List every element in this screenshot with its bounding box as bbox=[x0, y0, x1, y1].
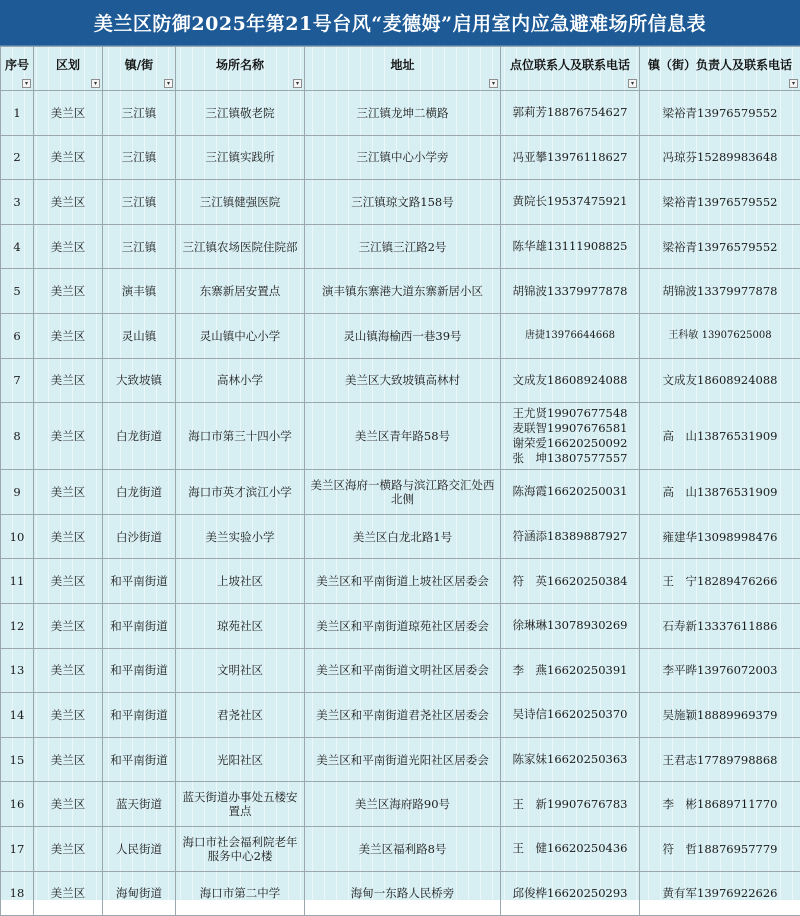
cell-town[interactable]: 白龙街道 bbox=[103, 403, 176, 470]
cell-leader[interactable]: 梁裕青13976579552 bbox=[640, 91, 800, 136]
table-row bbox=[1, 403, 800, 470]
cell-site[interactable]: 光阳社区 bbox=[176, 737, 305, 782]
cell-contact[interactable] bbox=[501, 603, 640, 648]
cell-district[interactable]: 美兰区 bbox=[34, 91, 103, 136]
cell-site[interactable]: 君尧社区 bbox=[176, 693, 305, 738]
cell-contact[interactable] bbox=[501, 313, 640, 358]
cell-leader[interactable]: 王 宁18289476266 bbox=[640, 559, 800, 604]
cell-site[interactable]: 上坡社区 bbox=[176, 559, 305, 604]
contact-line: 陈家妹16620250363 bbox=[503, 752, 637, 767]
header-no bbox=[1, 47, 34, 91]
cell-district[interactable]: 美兰区 bbox=[34, 224, 103, 269]
header-leader bbox=[640, 47, 800, 91]
cell-town[interactable]: 三江镇 bbox=[103, 91, 176, 136]
cell-site[interactable]: 蓝天街道办事处五楼安置点 bbox=[176, 782, 305, 827]
cell-district[interactable]: 美兰区 bbox=[34, 648, 103, 693]
cell-district[interactable]: 美兰区 bbox=[34, 470, 103, 515]
table-row bbox=[1, 358, 800, 403]
cell-address[interactable]: 美兰区和平南街道上坡社区居委会 bbox=[305, 559, 501, 604]
table-row bbox=[1, 826, 800, 871]
cell-site[interactable]: 三江镇农场医院住院部 bbox=[176, 224, 305, 269]
table-row bbox=[1, 693, 800, 738]
cell-contact[interactable] bbox=[501, 648, 640, 693]
cell-town[interactable]: 三江镇 bbox=[103, 180, 176, 225]
cell-contact[interactable] bbox=[501, 871, 640, 916]
filter-dropdown-icon[interactable]: ▾ bbox=[164, 79, 173, 88]
cell-no[interactable]: 8 bbox=[1, 403, 34, 470]
cell-district[interactable]: 美兰区 bbox=[34, 180, 103, 225]
contact-line: 李 燕16620250391 bbox=[503, 663, 637, 678]
cell-leader[interactable]: 吴施颖18889969379 bbox=[640, 693, 800, 738]
cell-no[interactable]: 3 bbox=[1, 180, 34, 225]
cell-district[interactable]: 美兰区 bbox=[34, 358, 103, 403]
cell-address[interactable]: 美兰区白龙北路1号 bbox=[305, 514, 501, 559]
header-label: 点位联系人及联系电话 bbox=[510, 58, 630, 72]
table-row bbox=[1, 135, 800, 180]
header-district bbox=[34, 47, 103, 91]
cell-district[interactable]: 美兰区 bbox=[34, 782, 103, 827]
header-address bbox=[305, 47, 501, 91]
filter-dropdown-icon[interactable]: ▾ bbox=[293, 79, 302, 88]
cell-address[interactable]: 海甸一东路人民桥旁 bbox=[305, 871, 501, 916]
cell-leader[interactable]: 文成友18608924088 bbox=[640, 358, 800, 403]
cell-town[interactable]: 和平南街道 bbox=[103, 648, 176, 693]
cell-town[interactable]: 人民街道 bbox=[103, 826, 176, 871]
cell-no[interactable]: 16 bbox=[1, 782, 34, 827]
table-row bbox=[1, 648, 800, 693]
cell-no[interactable]: 18 bbox=[1, 871, 34, 916]
contact-line: 文成友18608924088 bbox=[503, 373, 637, 388]
cell-address[interactable]: 美兰区和平南街道君尧社区居委会 bbox=[305, 693, 501, 738]
cell-contact[interactable] bbox=[501, 782, 640, 827]
header-label: 序号 bbox=[5, 58, 29, 72]
cell-address[interactable]: 演丰镇东寨港大道东寨新居小区 bbox=[305, 269, 501, 314]
cell-contact[interactable] bbox=[501, 559, 640, 604]
cell-no[interactable]: 15 bbox=[1, 737, 34, 782]
cell-district[interactable]: 美兰区 bbox=[34, 737, 103, 782]
table-row bbox=[1, 91, 800, 136]
cell-town[interactable]: 演丰镇 bbox=[103, 269, 176, 314]
table-row bbox=[1, 180, 800, 225]
cell-town[interactable]: 白龙街道 bbox=[103, 470, 176, 515]
cell-leader[interactable]: 冯琼芬15289983648 bbox=[640, 135, 800, 180]
cell-no[interactable]: 7 bbox=[1, 358, 34, 403]
table-row bbox=[1, 603, 800, 648]
filter-dropdown-icon[interactable]: ▾ bbox=[22, 79, 31, 88]
cell-no[interactable]: 12 bbox=[1, 603, 34, 648]
contact-line: 黄院长19537475921 bbox=[503, 194, 637, 209]
filter-dropdown-icon[interactable]: ▾ bbox=[91, 79, 100, 88]
cell-site[interactable]: 三江镇健强医院 bbox=[176, 180, 305, 225]
contact-line: 吴诗信16620250370 bbox=[503, 707, 637, 722]
cell-contact[interactable] bbox=[501, 91, 640, 136]
contact-line: 谢荣爱16620250092 bbox=[503, 436, 637, 451]
contact-line: 郭莉芳18876754627 bbox=[503, 105, 637, 120]
cell-town[interactable]: 海甸街道 bbox=[103, 871, 176, 916]
cell-district[interactable]: 美兰区 bbox=[34, 135, 103, 180]
sheet-title: 美兰区防御2025年第21号台风“麦德姆”启用室内应急避难场所信息表 bbox=[0, 0, 800, 46]
cell-town[interactable]: 蓝天街道 bbox=[103, 782, 176, 827]
cell-address[interactable]: 三江镇三江路2号 bbox=[305, 224, 501, 269]
cell-site[interactable]: 东寨新居安置点 bbox=[176, 269, 305, 314]
cell-site[interactable]: 三江镇实践所 bbox=[176, 135, 305, 180]
cell-address[interactable]: 美兰区和平南街道文明社区居委会 bbox=[305, 648, 501, 693]
cell-no[interactable]: 5 bbox=[1, 269, 34, 314]
table-row bbox=[1, 514, 800, 559]
cell-address[interactable]: 三江镇中心小学旁 bbox=[305, 135, 501, 180]
cell-district[interactable]: 美兰区 bbox=[34, 693, 103, 738]
cell-leader[interactable]: 李 彬18689711770 bbox=[640, 782, 800, 827]
contact-line: 王 健16620250436 bbox=[503, 841, 637, 856]
cell-town[interactable]: 白沙街道 bbox=[103, 514, 176, 559]
cell-district[interactable]: 美兰区 bbox=[34, 403, 103, 470]
cell-address[interactable]: 美兰区海府路90号 bbox=[305, 782, 501, 827]
cell-site[interactable]: 琼苑社区 bbox=[176, 603, 305, 648]
cell-leader[interactable]: 符 哲18876957779 bbox=[640, 826, 800, 871]
cell-town[interactable]: 三江镇 bbox=[103, 135, 176, 180]
contact-line: 冯亚攀13976118627 bbox=[503, 150, 637, 165]
cell-leader[interactable]: 高 山13876531909 bbox=[640, 403, 800, 470]
contact-line: 邱俊桦16620250293 bbox=[503, 886, 637, 901]
filter-dropdown-icon[interactable]: ▾ bbox=[789, 79, 798, 88]
cell-leader[interactable]: 雍建华13098998476 bbox=[640, 514, 800, 559]
cell-leader[interactable]: 梁裕青13976579552 bbox=[640, 180, 800, 225]
contact-line: 王尤贤19907677548 bbox=[503, 406, 637, 421]
cell-contact[interactable] bbox=[501, 224, 640, 269]
cell-contact[interactable] bbox=[501, 826, 640, 871]
cell-site[interactable]: 高林小学 bbox=[176, 358, 305, 403]
cell-address[interactable]: 三江镇龙坤二横路 bbox=[305, 91, 501, 136]
header-label: 地址 bbox=[390, 58, 414, 72]
cell-no[interactable]: 1 bbox=[1, 91, 34, 136]
cell-contact[interactable] bbox=[501, 470, 640, 515]
cell-town[interactable]: 和平南街道 bbox=[103, 693, 176, 738]
cell-contact[interactable] bbox=[501, 269, 640, 314]
filter-dropdown-icon[interactable]: ▾ bbox=[628, 79, 637, 88]
cell-site[interactable]: 海口市社会福利院老年服务中心2楼 bbox=[176, 826, 305, 871]
cell-contact[interactable] bbox=[501, 403, 640, 470]
contact-line: 张 坤13807577557 bbox=[503, 451, 637, 466]
header-row bbox=[1, 47, 800, 91]
cell-no[interactable]: 10 bbox=[1, 514, 34, 559]
cell-address[interactable]: 美兰区大致坡镇高林村 bbox=[305, 358, 501, 403]
cell-contact[interactable] bbox=[501, 693, 640, 738]
cell-leader[interactable]: 石寿新13337611886 bbox=[640, 603, 800, 648]
header-label: 场所名称 bbox=[216, 58, 264, 72]
cell-district[interactable]: 美兰区 bbox=[34, 871, 103, 916]
cell-district[interactable]: 美兰区 bbox=[34, 826, 103, 871]
cell-site[interactable]: 海口市第二中学 bbox=[176, 871, 305, 916]
cell-no[interactable]: 9 bbox=[1, 470, 34, 515]
cell-district[interactable]: 美兰区 bbox=[34, 313, 103, 358]
table-row bbox=[1, 269, 800, 314]
header-label: 镇（街）负责人及联系电话 bbox=[648, 58, 792, 72]
header-contact bbox=[501, 47, 640, 91]
cell-no[interactable]: 17 bbox=[1, 826, 34, 871]
filter-dropdown-icon[interactable]: ▾ bbox=[489, 79, 498, 88]
cell-town[interactable]: 和平南街道 bbox=[103, 603, 176, 648]
cell-town[interactable]: 和平南街道 bbox=[103, 737, 176, 782]
cell-town[interactable]: 大致坡镇 bbox=[103, 358, 176, 403]
cell-town[interactable]: 和平南街道 bbox=[103, 559, 176, 604]
cell-site[interactable]: 文明社区 bbox=[176, 648, 305, 693]
cell-address[interactable]: 美兰区和平南街道光阳社区居委会 bbox=[305, 737, 501, 782]
cell-leader[interactable]: 梁裕青13976579552 bbox=[640, 224, 800, 269]
cell-no[interactable]: 4 bbox=[1, 224, 34, 269]
cell-district[interactable]: 美兰区 bbox=[34, 514, 103, 559]
cell-leader[interactable]: 高 山13876531909 bbox=[640, 470, 800, 515]
cell-leader[interactable]: 王科敏 13907625008 bbox=[640, 313, 800, 358]
cell-no[interactable]: 6 bbox=[1, 313, 34, 358]
table-row bbox=[1, 871, 800, 916]
header-label: 区划 bbox=[56, 58, 80, 72]
cell-town[interactable]: 灵山镇 bbox=[103, 313, 176, 358]
contact-line: 符涵添18389887927 bbox=[503, 529, 637, 544]
cell-address[interactable]: 灵山镇海榆西一巷39号 bbox=[305, 313, 501, 358]
cell-district[interactable]: 美兰区 bbox=[34, 559, 103, 604]
table-row bbox=[1, 224, 800, 269]
cell-address[interactable]: 美兰区和平南街道琼苑社区居委会 bbox=[305, 603, 501, 648]
cell-no[interactable]: 13 bbox=[1, 648, 34, 693]
contact-line: 符 英16620250384 bbox=[503, 574, 637, 589]
cell-address[interactable]: 美兰区青年路58号 bbox=[305, 403, 501, 470]
cell-district[interactable]: 美兰区 bbox=[34, 269, 103, 314]
cell-district[interactable]: 美兰区 bbox=[34, 603, 103, 648]
cell-leader[interactable]: 王君志17789798868 bbox=[640, 737, 800, 782]
contact-line: 陈海霞16620250031 bbox=[503, 484, 637, 499]
contact-line: 胡锦波13379977878 bbox=[503, 284, 637, 299]
cell-address[interactable]: 三江镇琼文路158号 bbox=[305, 180, 501, 225]
contact-line: 唐捷13976644668 bbox=[503, 328, 637, 343]
cell-contact[interactable] bbox=[501, 358, 640, 403]
cell-address[interactable]: 美兰区海府一横路与滨江路交汇处西北侧 bbox=[305, 470, 501, 515]
table-row bbox=[1, 313, 800, 358]
cell-town[interactable]: 三江镇 bbox=[103, 224, 176, 269]
cell-site[interactable]: 灵山镇中心小学 bbox=[176, 313, 305, 358]
cell-contact[interactable] bbox=[501, 180, 640, 225]
cell-no[interactable]: 14 bbox=[1, 693, 34, 738]
cell-site[interactable]: 海口市英才滨江小学 bbox=[176, 470, 305, 515]
table-row bbox=[1, 559, 800, 604]
cell-leader[interactable]: 胡锦波13379977878 bbox=[640, 269, 800, 314]
table-row bbox=[1, 737, 800, 782]
cell-contact[interactable] bbox=[501, 737, 640, 782]
contact-line: 王 新19907676783 bbox=[503, 797, 637, 812]
contact-line: 陈华雄13111908825 bbox=[503, 239, 637, 254]
table-row bbox=[1, 782, 800, 827]
table-row bbox=[1, 470, 800, 515]
cell-contact[interactable] bbox=[501, 135, 640, 180]
contact-line: 徐琳琳13078930269 bbox=[503, 618, 637, 633]
shelter-table bbox=[0, 46, 800, 916]
cell-leader[interactable]: 李平晔13976072003 bbox=[640, 648, 800, 693]
cell-contact[interactable] bbox=[501, 514, 640, 559]
cell-no[interactable]: 11 bbox=[1, 559, 34, 604]
cell-site[interactable]: 美兰实验小学 bbox=[176, 514, 305, 559]
contact-line: 麦联智19907676581 bbox=[503, 421, 637, 436]
cell-leader[interactable]: 黄有军13976922626 bbox=[640, 871, 800, 916]
header-site bbox=[176, 47, 305, 91]
header-town bbox=[103, 47, 176, 91]
cell-site[interactable]: 三江镇敬老院 bbox=[176, 91, 305, 136]
cell-no[interactable]: 2 bbox=[1, 135, 34, 180]
cell-site[interactable]: 海口市第三十四小学 bbox=[176, 403, 305, 470]
cell-address[interactable]: 美兰区福利路8号 bbox=[305, 826, 501, 871]
header-label: 镇/街 bbox=[125, 58, 153, 72]
